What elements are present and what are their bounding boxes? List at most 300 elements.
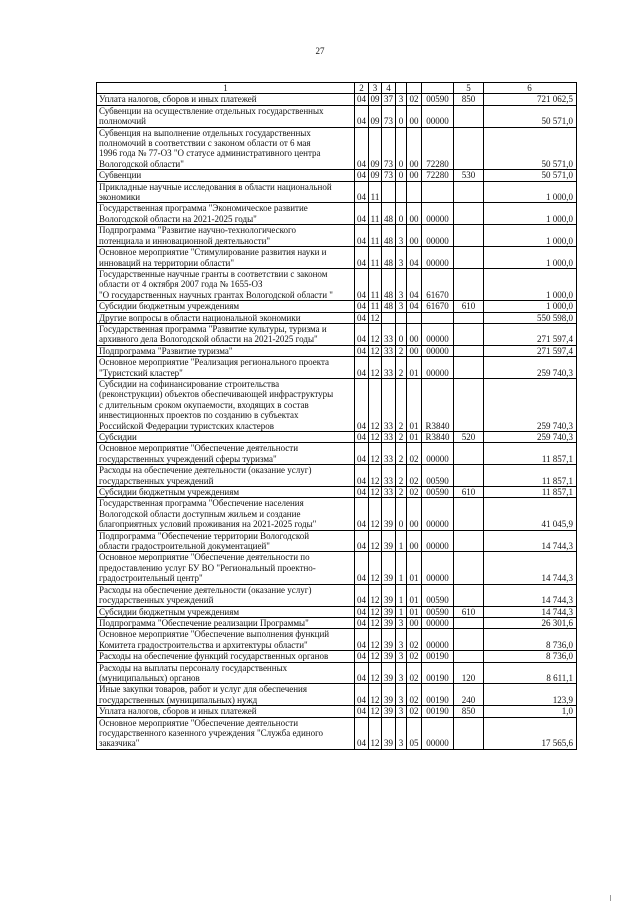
cell-text: 01	[409, 432, 419, 442]
cell-text: 850	[461, 706, 476, 717]
cell-text: 3	[372, 83, 378, 93]
cell-section	[355, 606, 369, 617]
cell-expense-type	[454, 378, 484, 431]
cell-text: 3	[398, 672, 404, 683]
cell-amount	[484, 247, 577, 269]
table-row	[97, 225, 577, 247]
cell-direction	[422, 105, 454, 127]
cell-section	[355, 552, 369, 584]
cell-text: 05	[409, 738, 419, 749]
cell-text: 04	[357, 367, 366, 378]
cell-text: 2	[398, 420, 404, 431]
cell-subsection	[369, 606, 382, 617]
cell-program	[382, 617, 396, 628]
cell-name	[97, 301, 355, 312]
cell-subprogram	[396, 706, 407, 717]
cell-expense-type	[454, 301, 484, 312]
cell-expense-type	[454, 684, 484, 706]
cell-direction	[422, 487, 454, 498]
cell-text: 3	[398, 617, 404, 628]
cell-text: 37	[384, 94, 393, 105]
cell-subsection	[369, 465, 382, 487]
cell-expense-type	[454, 498, 484, 530]
cell-name	[97, 357, 355, 379]
cell-section	[355, 629, 369, 651]
cell-text: 00190	[426, 672, 449, 683]
cell-text: 01	[409, 367, 419, 378]
table-row	[97, 357, 577, 379]
cell-expense-type	[454, 268, 484, 300]
header-cell-name	[97, 83, 355, 94]
cell-event	[407, 268, 422, 300]
cell-text: 271 597,4	[537, 345, 573, 356]
cell-text: 00190	[426, 706, 449, 717]
cell-subprogram	[396, 301, 407, 312]
cell-section	[355, 378, 369, 431]
cell-text: Уплата налогов, сборов и иных платежей	[99, 706, 257, 717]
cell-text: Субвенция на выполнение отдельных государственных полномочий в соответствии с законом области от 6 мая 1996 года № 77-ОЗ "О статусе административного центра Вологодской области"	[99, 127, 321, 169]
cell-text: 5	[466, 83, 471, 93]
cell-direction	[422, 94, 454, 105]
cell-expense-type	[454, 530, 484, 552]
cell-text: Основное мероприятие "Стимулирование развития науки и инноваций на территории области"	[99, 247, 327, 268]
cell-expense-type	[454, 181, 484, 203]
cell-text: 39	[384, 606, 393, 617]
cell-text: 12	[370, 345, 380, 356]
cell-text: 11	[370, 213, 380, 224]
cell-direction	[422, 203, 454, 225]
cell-subsection	[369, 498, 382, 530]
cell-text: 0	[398, 116, 404, 127]
cell-text: 14 744,3	[541, 541, 573, 552]
cell-text: 3	[398, 289, 404, 300]
cell-text: Субсидии	[99, 432, 137, 442]
cell-text: 01	[409, 573, 419, 584]
cell-text: Субсидии бюджетным учреждениям	[99, 301, 240, 312]
cell-subsection	[369, 706, 382, 717]
cell-program	[382, 268, 396, 300]
cell-subsection	[369, 443, 382, 465]
cell-section	[355, 225, 369, 247]
cell-amount	[484, 323, 577, 345]
cell-name	[97, 629, 355, 651]
cell-text: 11	[370, 192, 380, 203]
cell-text: 850	[461, 94, 476, 105]
cell-text: 04	[357, 312, 366, 323]
cell-text: 73	[384, 158, 393, 169]
cell-text: 72280	[426, 158, 449, 169]
cell-text: 11	[370, 257, 380, 268]
cell-text: Основное мероприятие "Обеспечение деятельности государственных учреждений сферы туризма"	[99, 443, 299, 464]
table-row	[97, 323, 577, 345]
cell-text: 1	[398, 573, 404, 584]
cell-subsection	[369, 247, 382, 269]
cell-text: 73	[384, 116, 393, 127]
cell-text: 04	[357, 475, 366, 486]
cell-text: 610	[461, 606, 476, 617]
cell-text: 17 565,6	[541, 738, 573, 749]
cell-direction	[422, 498, 454, 530]
cell-expense-type	[454, 717, 484, 749]
cell-text: 50 571,0	[541, 116, 573, 127]
cell-text: 00	[409, 170, 419, 181]
cell-text: Субвенции	[99, 170, 142, 181]
table-row	[97, 247, 577, 269]
table-row	[97, 443, 577, 465]
cell-expense-type	[454, 127, 484, 170]
cell-section	[355, 684, 369, 706]
cell-subsection	[369, 268, 382, 300]
header-cell-subsection	[369, 83, 382, 94]
header-cell-expense-type	[454, 83, 484, 94]
cell-name	[97, 717, 355, 749]
cell-direction	[422, 662, 454, 684]
cell-event	[407, 530, 422, 552]
cell-text: 33	[384, 345, 393, 356]
table-row	[97, 203, 577, 225]
cell-text: 04	[357, 519, 366, 530]
table-row	[97, 345, 577, 356]
cell-direction	[422, 606, 454, 617]
cell-text: 48	[384, 289, 393, 300]
cell-text: 04	[357, 541, 366, 552]
cell-text: 271 597,4	[537, 334, 573, 345]
cell-text: 39	[384, 573, 393, 584]
cell-direction	[422, 301, 454, 312]
table-row	[97, 127, 577, 170]
cell-text: 550 598,0	[537, 312, 573, 323]
cell-subsection	[369, 378, 382, 431]
cell-name	[97, 706, 355, 717]
cell-subprogram	[396, 432, 407, 443]
cell-text: 1	[398, 541, 404, 552]
cell-event	[407, 629, 422, 651]
cell-text: 04	[357, 235, 366, 246]
cell-section	[355, 651, 369, 662]
cell-program	[382, 552, 396, 584]
cell-expense-type	[454, 432, 484, 443]
cell-direction	[422, 225, 454, 247]
cell-text: 39	[384, 639, 393, 650]
cell-text: Субсидии на софинансирование строительства (реконструкции) объектов обеспечивающей инфраструктуры с длительным сроком окупаемости, входящих в состав инвестиционных проектов по созданию в субъектах Российской Федерации туристских кластеров	[99, 378, 334, 431]
cell-subsection	[369, 170, 382, 181]
cell-direction	[422, 530, 454, 552]
cell-expense-type	[454, 443, 484, 465]
cell-text: 12	[370, 487, 380, 498]
cell-section	[355, 94, 369, 105]
cell-program	[382, 662, 396, 684]
cell-text: Государственные научные гранты в соответствии с законом области от 4 октября 2007 года № 1655-ОЗ "О государственных научных грантах Вологодской области "	[99, 268, 333, 300]
cell-text: 02	[409, 694, 419, 705]
cell-expense-type	[454, 345, 484, 356]
cell-text: 1	[398, 595, 404, 606]
cell-program	[382, 203, 396, 225]
cell-direction	[422, 629, 454, 651]
cell-subprogram	[396, 552, 407, 584]
cell-program	[382, 323, 396, 345]
cell-text: Субсидии бюджетным учреждениям	[99, 487, 240, 498]
cell-text: 50 571,0	[541, 170, 573, 181]
cell-text: 3	[398, 651, 404, 662]
cell-event	[407, 684, 422, 706]
cell-text: 00	[409, 158, 419, 169]
cell-event	[407, 323, 422, 345]
cell-name	[97, 170, 355, 181]
cell-program	[382, 606, 396, 617]
cell-amount	[484, 357, 577, 379]
cell-text: 11 857,1	[541, 487, 573, 498]
cell-text: Подпрограмма "Развитие туризма"	[99, 345, 233, 356]
cell-text: 48	[384, 301, 393, 312]
cell-text: 04	[357, 420, 366, 431]
cell-section	[355, 268, 369, 300]
cell-text: 48	[384, 257, 393, 268]
cell-text: 1	[223, 83, 228, 93]
cell-direction	[422, 443, 454, 465]
cell-text: 1 000,0	[546, 301, 573, 312]
cell-text: 2	[398, 432, 404, 442]
cell-subprogram	[396, 323, 407, 345]
cell-subsection	[369, 127, 382, 170]
cell-text: 8 736,0	[546, 651, 573, 662]
cell-program	[382, 170, 396, 181]
cell-text: 520	[461, 432, 476, 442]
cell-section	[355, 487, 369, 498]
cell-text: Подпрограмма "Развитие научно-технологического потенциала и инновационной деятельности"	[99, 225, 297, 246]
cell-text: 04	[357, 738, 366, 749]
cell-section	[355, 498, 369, 530]
cell-name	[97, 203, 355, 225]
cell-direction	[422, 247, 454, 269]
cell-text: 00	[409, 541, 419, 552]
cell-section	[355, 247, 369, 269]
cell-expense-type	[454, 487, 484, 498]
cell-text: 00000	[426, 541, 449, 552]
cell-event	[407, 662, 422, 684]
table-row	[97, 268, 577, 300]
cell-text: 1	[398, 606, 404, 617]
cell-name	[97, 247, 355, 269]
cell-text: 6	[527, 83, 532, 93]
cell-program	[382, 345, 396, 356]
cell-event	[407, 94, 422, 105]
table-row	[97, 684, 577, 706]
cell-amount	[484, 617, 577, 628]
cell-direction	[422, 181, 454, 203]
cell-name	[97, 684, 355, 706]
cell-name	[97, 323, 355, 345]
cell-text: Подпрограмма "Обеспечение территории Вологодской области градостроительной документацией"	[99, 530, 310, 552]
cell-text: 33	[384, 420, 393, 431]
cell-name	[97, 487, 355, 498]
cell-direction	[422, 706, 454, 717]
cell-text: 04	[357, 672, 366, 683]
cell-text: 00000	[426, 213, 449, 224]
cell-section	[355, 432, 369, 443]
cell-section	[355, 357, 369, 379]
table-row	[97, 170, 577, 181]
cell-text: 04	[357, 706, 366, 717]
table-row	[97, 378, 577, 431]
cell-text: 14 744,3	[541, 606, 573, 617]
cell-program	[382, 225, 396, 247]
table-header-row	[97, 83, 577, 94]
cell-amount	[484, 629, 577, 651]
cell-text: 04	[357, 170, 366, 181]
cell-text: 04	[357, 573, 366, 584]
cell-text: 00590	[426, 475, 449, 486]
cell-amount	[484, 706, 577, 717]
cell-event	[407, 345, 422, 356]
cell-event	[407, 432, 422, 443]
cell-direction	[422, 323, 454, 345]
cell-direction	[422, 651, 454, 662]
cell-text: 39	[384, 672, 393, 683]
cell-amount	[484, 552, 577, 584]
cell-event	[407, 487, 422, 498]
cell-section	[355, 170, 369, 181]
cell-text: 259 740,3	[537, 367, 573, 378]
cell-text: 0	[398, 519, 404, 530]
cell-subprogram	[396, 717, 407, 749]
table-row	[97, 312, 577, 323]
cell-text: 00000	[426, 519, 449, 530]
cell-text: R3840	[425, 420, 450, 431]
table-row	[97, 301, 577, 312]
cell-text: 61670	[426, 289, 449, 300]
cell-text: 12	[370, 573, 380, 584]
cell-text: 12	[370, 453, 380, 464]
table-row	[97, 498, 577, 530]
cell-subsection	[369, 432, 382, 443]
cell-text: 8 611,1	[546, 672, 573, 683]
cell-amount	[484, 181, 577, 203]
cell-program	[382, 105, 396, 127]
header-cell-event	[407, 83, 422, 94]
cell-amount	[484, 498, 577, 530]
cell-text: 39	[384, 617, 393, 628]
cell-subsection	[369, 717, 382, 749]
cell-expense-type	[454, 629, 484, 651]
cell-expense-type	[454, 323, 484, 345]
cell-section	[355, 530, 369, 552]
cell-direction	[422, 312, 454, 323]
cell-amount	[484, 94, 577, 105]
cell-text: 48	[384, 235, 393, 246]
cell-subsection	[369, 487, 382, 498]
cell-direction	[422, 584, 454, 606]
cell-event	[407, 127, 422, 170]
cell-text: 00590	[426, 595, 449, 606]
cell-expense-type	[454, 170, 484, 181]
cell-text: 04	[357, 345, 366, 356]
cell-expense-type	[454, 617, 484, 628]
cell-name	[97, 181, 355, 203]
cell-text: 00190	[426, 651, 449, 662]
cell-name	[97, 584, 355, 606]
cell-text: 04	[357, 257, 366, 268]
cell-event	[407, 225, 422, 247]
cell-amount	[484, 443, 577, 465]
cell-text: Расходы на обеспечение деятельности (оказание услуг) государственных учреждений	[99, 584, 312, 606]
cell-text: 04	[357, 334, 366, 345]
cell-text: 00000	[426, 116, 449, 127]
cell-text: 09	[370, 94, 380, 105]
table-row	[97, 487, 577, 498]
table-row	[97, 530, 577, 552]
cell-text: Основное мероприятие "Обеспечение выполнения функций Комитета градостроительства и архитектуры области"	[99, 629, 330, 650]
cell-event	[407, 651, 422, 662]
cell-expense-type	[454, 552, 484, 584]
cell-subprogram	[396, 312, 407, 323]
cell-text: 01	[409, 606, 419, 617]
cell-text: Основное мероприятие "Обеспечение деятельности государственного казенного учреждения "Служба единого заказчика"	[99, 717, 324, 749]
cell-section	[355, 323, 369, 345]
cell-event	[407, 170, 422, 181]
cell-text: 00000	[426, 345, 449, 356]
cell-expense-type	[454, 651, 484, 662]
cell-text: Подпрограмма "Обеспечение реализации Программы"	[99, 617, 309, 628]
cell-section	[355, 181, 369, 203]
table-row	[97, 584, 577, 606]
cell-direction	[422, 170, 454, 181]
cell-text: 01	[409, 595, 419, 606]
cell-text: 610	[461, 487, 476, 498]
cell-amount	[484, 268, 577, 300]
table-row	[97, 465, 577, 487]
budget-table	[96, 82, 577, 750]
cell-text: 00	[409, 235, 419, 246]
cell-text: 240	[461, 694, 476, 705]
cell-text: 1 000,0	[546, 235, 573, 246]
cell-direction	[422, 268, 454, 300]
cell-subsection	[369, 105, 382, 127]
cell-text: 00	[409, 116, 419, 127]
cell-program	[382, 247, 396, 269]
table-row	[97, 606, 577, 617]
cell-text: 33	[384, 334, 393, 345]
cell-event	[407, 301, 422, 312]
cell-amount	[484, 105, 577, 127]
cell-section	[355, 443, 369, 465]
cell-text: 0	[398, 334, 404, 345]
cell-expense-type	[454, 247, 484, 269]
cell-text: 00000	[426, 639, 449, 650]
cell-text: 3	[398, 694, 404, 705]
cell-text: 33	[384, 432, 393, 442]
cell-text: 3	[398, 257, 404, 268]
cell-text: 41 045,9	[541, 519, 573, 530]
cell-amount	[484, 170, 577, 181]
cell-text: 04	[357, 432, 366, 442]
cell-text: Государственная программа "Обеспечение населения Вологодской области доступным жильем и создание благоприятных условий проживания на 2021-2025 годы"	[99, 498, 317, 530]
cell-event	[407, 465, 422, 487]
cell-text: 12	[370, 672, 380, 683]
cell-text: 01	[409, 420, 419, 431]
cell-text: R3840	[425, 432, 450, 442]
cell-text: Другие вопросы в области национальной экономики	[99, 312, 301, 323]
cell-event	[407, 606, 422, 617]
cell-subprogram	[396, 465, 407, 487]
cell-direction	[422, 617, 454, 628]
cell-event	[407, 717, 422, 749]
cell-text: 11 857,1	[541, 475, 573, 486]
cell-program	[382, 181, 396, 203]
cell-subprogram	[396, 584, 407, 606]
cell-amount	[484, 717, 577, 749]
cell-text: 610	[461, 301, 476, 312]
cell-name	[97, 268, 355, 300]
